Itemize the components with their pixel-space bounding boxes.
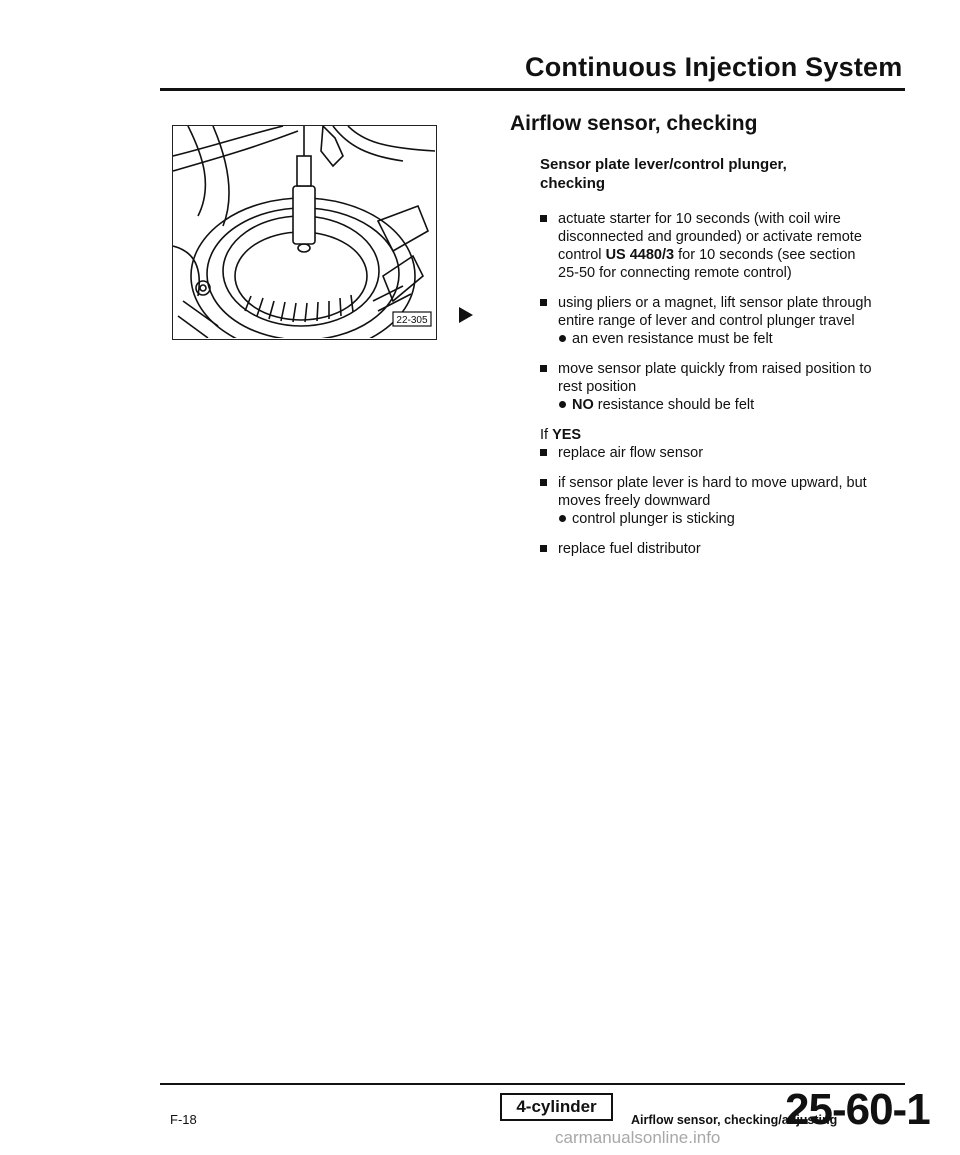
square-bullet-icon <box>540 479 547 486</box>
step-text: replace fuel distributor <box>558 541 701 557</box>
airflow-sensor-illustration-icon <box>173 126 435 338</box>
round-bullet-icon <box>559 515 566 522</box>
procedure-steps <box>540 210 880 570</box>
step-text: if sensor plate lever is hard to move upward, but moves freely downward <box>558 475 867 509</box>
condition-line <box>540 426 880 444</box>
tool-number: US 4480/3 <box>605 247 675 263</box>
round-bullet-icon <box>559 401 566 408</box>
sub-item <box>558 330 880 348</box>
condition-value: YES <box>552 427 582 443</box>
engine-variant-badge: 4-cylinder <box>500 1093 613 1121</box>
list-item <box>540 210 880 282</box>
sub-item-text: resistance should be felt <box>593 397 755 413</box>
square-bullet-icon <box>540 299 547 306</box>
section-title: Airflow sensor, checking <box>510 112 758 135</box>
step-text-part: actuate starter for 10 seconds (with coil wire disconnected and grounded) or activate remote control <box>558 211 862 263</box>
airflow-sensor-figure <box>172 125 437 340</box>
sub-item <box>558 396 880 414</box>
step-text: move sensor plate quickly from raised position to rest position <box>558 361 872 395</box>
list-item <box>540 360 880 414</box>
step-text-part: for 10 seconds (see section 25-50 for connecting remote control) <box>558 247 856 281</box>
square-bullet-icon <box>540 449 547 456</box>
condition-prefix: If <box>540 427 553 443</box>
sub-item-text: control plunger is sticking <box>572 511 735 527</box>
figure-pointer-arrow-icon <box>459 307 473 323</box>
emphasis-text: NO <box>572 397 594 413</box>
step-text: replace air flow sensor <box>558 445 704 461</box>
list-item <box>540 294 880 348</box>
step-text: using pliers or a magnet, lift sensor plate through entire range of lever and control plunger travel <box>558 295 872 329</box>
list-item <box>540 474 880 528</box>
square-bullet-icon <box>540 215 547 222</box>
header-divider <box>160 88 905 91</box>
watermark: carmanualsonline.info <box>555 1128 721 1147</box>
square-bullet-icon <box>540 545 547 552</box>
page-header-title: Continuous Injection System <box>525 52 903 82</box>
sub-item-text: an even resistance must be felt <box>572 331 773 347</box>
step-text <box>558 210 880 282</box>
round-bullet-icon <box>559 335 566 342</box>
figure-label: 22-305 <box>396 315 428 326</box>
square-bullet-icon <box>540 365 547 372</box>
list-item <box>540 444 880 462</box>
procedure-subtitle: Sensor plate lever/control plunger, checking <box>540 156 787 192</box>
sub-item <box>558 510 880 528</box>
list-item <box>540 540 880 558</box>
footer-section-label: Airflow sensor, checking/adjusting <box>631 1113 838 1127</box>
page-code: F-18 <box>170 1112 197 1127</box>
page-number: 25-60-1 <box>785 1085 930 1134</box>
